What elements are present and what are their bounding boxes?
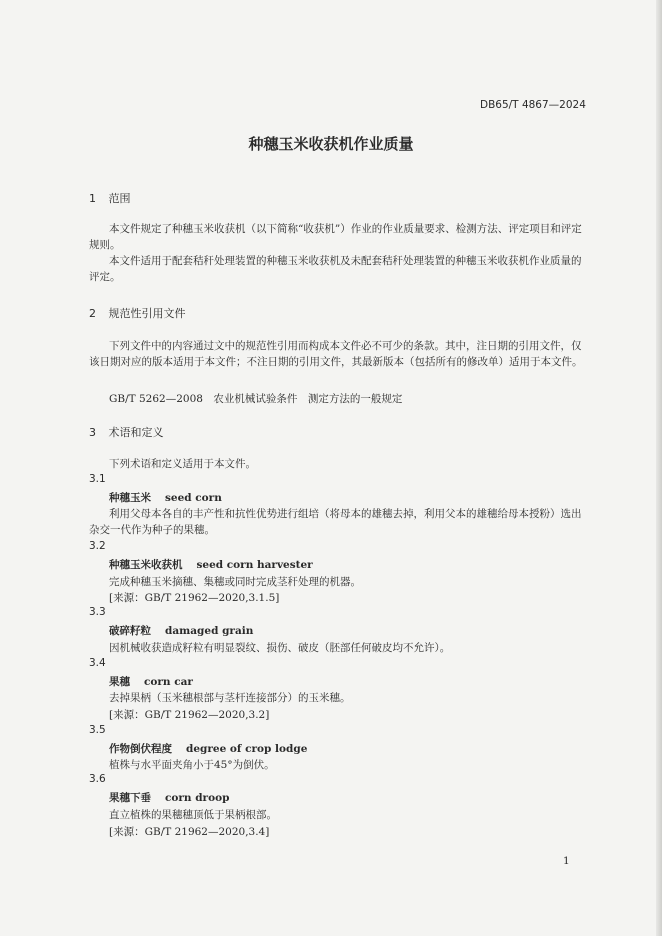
section-title: 规范性引用文件 [108, 307, 186, 320]
clause-number: 3.1 [89, 473, 106, 485]
reference-entry: GB/T 5262—2008 农业机械试验条件 测定方法的一般规定 [109, 393, 403, 405]
term-heading [109, 623, 253, 638]
term-chinese: 果穗下垂 [109, 792, 151, 804]
term-definition: 因机械收获造成籽粒有明显裂纹、损伤、破皮（胚部任何破皮均不允许）。 [109, 642, 451, 654]
clause-number: 3.6 [89, 773, 106, 785]
term-english: degree of crop lodge [186, 743, 308, 755]
term-chinese: 种穗玉米 [109, 492, 151, 504]
section-heading-terms [89, 424, 164, 440]
term-heading [109, 674, 193, 689]
term-source: [来源：GB/T 21962—2020,3.2] [109, 709, 270, 721]
term-chinese: 种穗玉米收获机 [109, 559, 183, 571]
scope-paragraph-2: 本文件适用于配套秸秆处理装置的种穗玉米收获机及未配套秸秆处理装置的种穗玉米收获机作业质量的评定。 [89, 255, 582, 283]
clause-number: 3.3 [89, 606, 106, 618]
page-title: 种穗玉米收获机作业质量 [248, 135, 414, 153]
scope-paragraph-1: 本文件规定了种穗玉米收获机（以下简称“收获机”）作业的作业质量要求、检测方法、评定项目和评定规则。 [89, 223, 582, 251]
term-english: corn droop [165, 792, 230, 804]
section-title: 范围 [108, 192, 131, 205]
clause-number: 3.5 [89, 724, 106, 736]
term-definition: 完成种穗玉米摘穗、集穗或同时完成茎秆处理的机器。 [109, 576, 361, 588]
term-heading [109, 557, 313, 572]
clause-number: 3.4 [89, 657, 106, 669]
term-english: seed corn [165, 492, 222, 504]
term-definition: 植株与水平面夹角小于45°为倒伏。 [109, 759, 275, 771]
term-definition: 去掉果柄（玉米穗根部与茎杆连接部分）的玉米穗。 [109, 692, 351, 704]
term-heading [109, 490, 222, 505]
term-heading [109, 741, 307, 756]
clause-number: 3.2 [89, 540, 106, 552]
term-english: damaged grain [165, 625, 254, 637]
section-heading-scope [89, 190, 131, 206]
term-chinese: 作物倒伏程度 [109, 743, 172, 755]
section-heading-normative-references [89, 305, 186, 321]
term-definition: 利用父母本各自的丰产性和抗性优势进行组培（将母本的雄穗去掉，利用父本的雄穗给母本授粉）选出杂交一代作为种子的果穗。 [89, 508, 582, 536]
document-number: DB65/T 4867—2024 [480, 99, 586, 111]
section-number: 2 [89, 307, 96, 320]
term-definition: 直立植株的果穗穗顶低于果柄根部。 [109, 809, 277, 821]
term-chinese: 果穗 [109, 676, 130, 688]
section-title: 术语和定义 [108, 426, 164, 439]
term-chinese: 破碎籽粒 [109, 625, 151, 637]
term-source: [来源：GB/T 21962—2020,3.1.5] [109, 592, 280, 604]
section-number: 1 [89, 192, 96, 205]
page-number: 1 [563, 855, 570, 867]
terms-intro: 下列术语和定义适用于本文件。 [109, 458, 256, 470]
term-heading [109, 790, 229, 805]
section-number: 3 [89, 426, 96, 439]
references-paragraph: 下列文件中的内容通过文中的规范性引用而构成本文件必不可少的条款。其中，注日期的引用文件，仅该日期对应的版本适用于本文件；不注日期的引用文件，其最新版本（包括所有的修改单）适用于本文件。 [89, 340, 583, 368]
term-source: [来源：GB/T 21962—2020,3.4] [109, 826, 270, 838]
term-english: seed corn harvester [196, 559, 313, 571]
term-english: corn car [144, 676, 193, 688]
